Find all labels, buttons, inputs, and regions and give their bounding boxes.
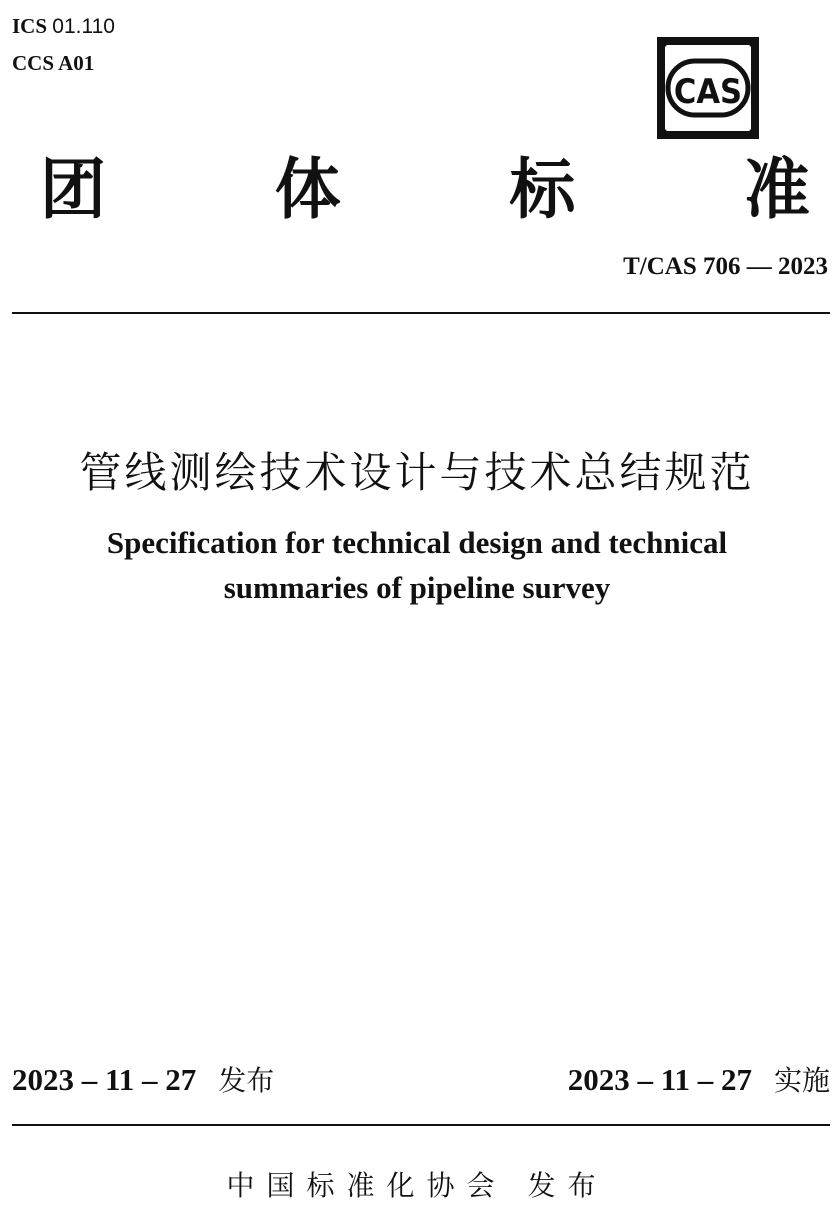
implement-date-block <box>568 1058 830 1103</box>
standard-type-char-2: 体 <box>274 151 341 228</box>
publisher: 中国标准化协会 发布 <box>226 1169 608 1202</box>
title-english-line-1: Specification for technical design and technical <box>106 525 728 560</box>
ics-value: 01.110 <box>52 15 115 38</box>
standard-type-char-4: 准 <box>743 151 810 228</box>
issue-date: 2023 – 11 – 27 <box>12 1062 197 1097</box>
cas-logo <box>657 37 759 139</box>
standard-type-char-3: 标 <box>509 151 576 228</box>
standard-number: T/CAS 706 — 2023 <box>623 253 828 280</box>
title-english <box>0 520 834 610</box>
title-chinese: 管线测绘技术设计与技术总结规范 <box>79 448 755 497</box>
ccs-label: CCS <box>12 51 55 75</box>
standard-type-heading <box>40 150 810 230</box>
ics-code <box>12 8 115 45</box>
ccs-value: A01 <box>58 51 95 75</box>
implement-date: 2023 – 11 – 27 <box>567 1062 752 1097</box>
issue-label: 发布 <box>218 1064 275 1097</box>
top-divider <box>12 312 830 314</box>
implement-label: 实施 <box>773 1064 830 1097</box>
ics-label: ICS <box>12 14 48 38</box>
classification-codes <box>12 8 115 81</box>
title-english-line-2: summaries of pipeline survey <box>223 570 611 605</box>
ccs-code <box>12 45 115 81</box>
cas-emblem-icon <box>657 37 759 139</box>
cas-logo-text: CAS <box>673 72 743 112</box>
issue-date-block <box>12 1058 274 1103</box>
standard-type-char-1: 团 <box>40 151 106 228</box>
bottom-divider <box>12 1124 830 1126</box>
